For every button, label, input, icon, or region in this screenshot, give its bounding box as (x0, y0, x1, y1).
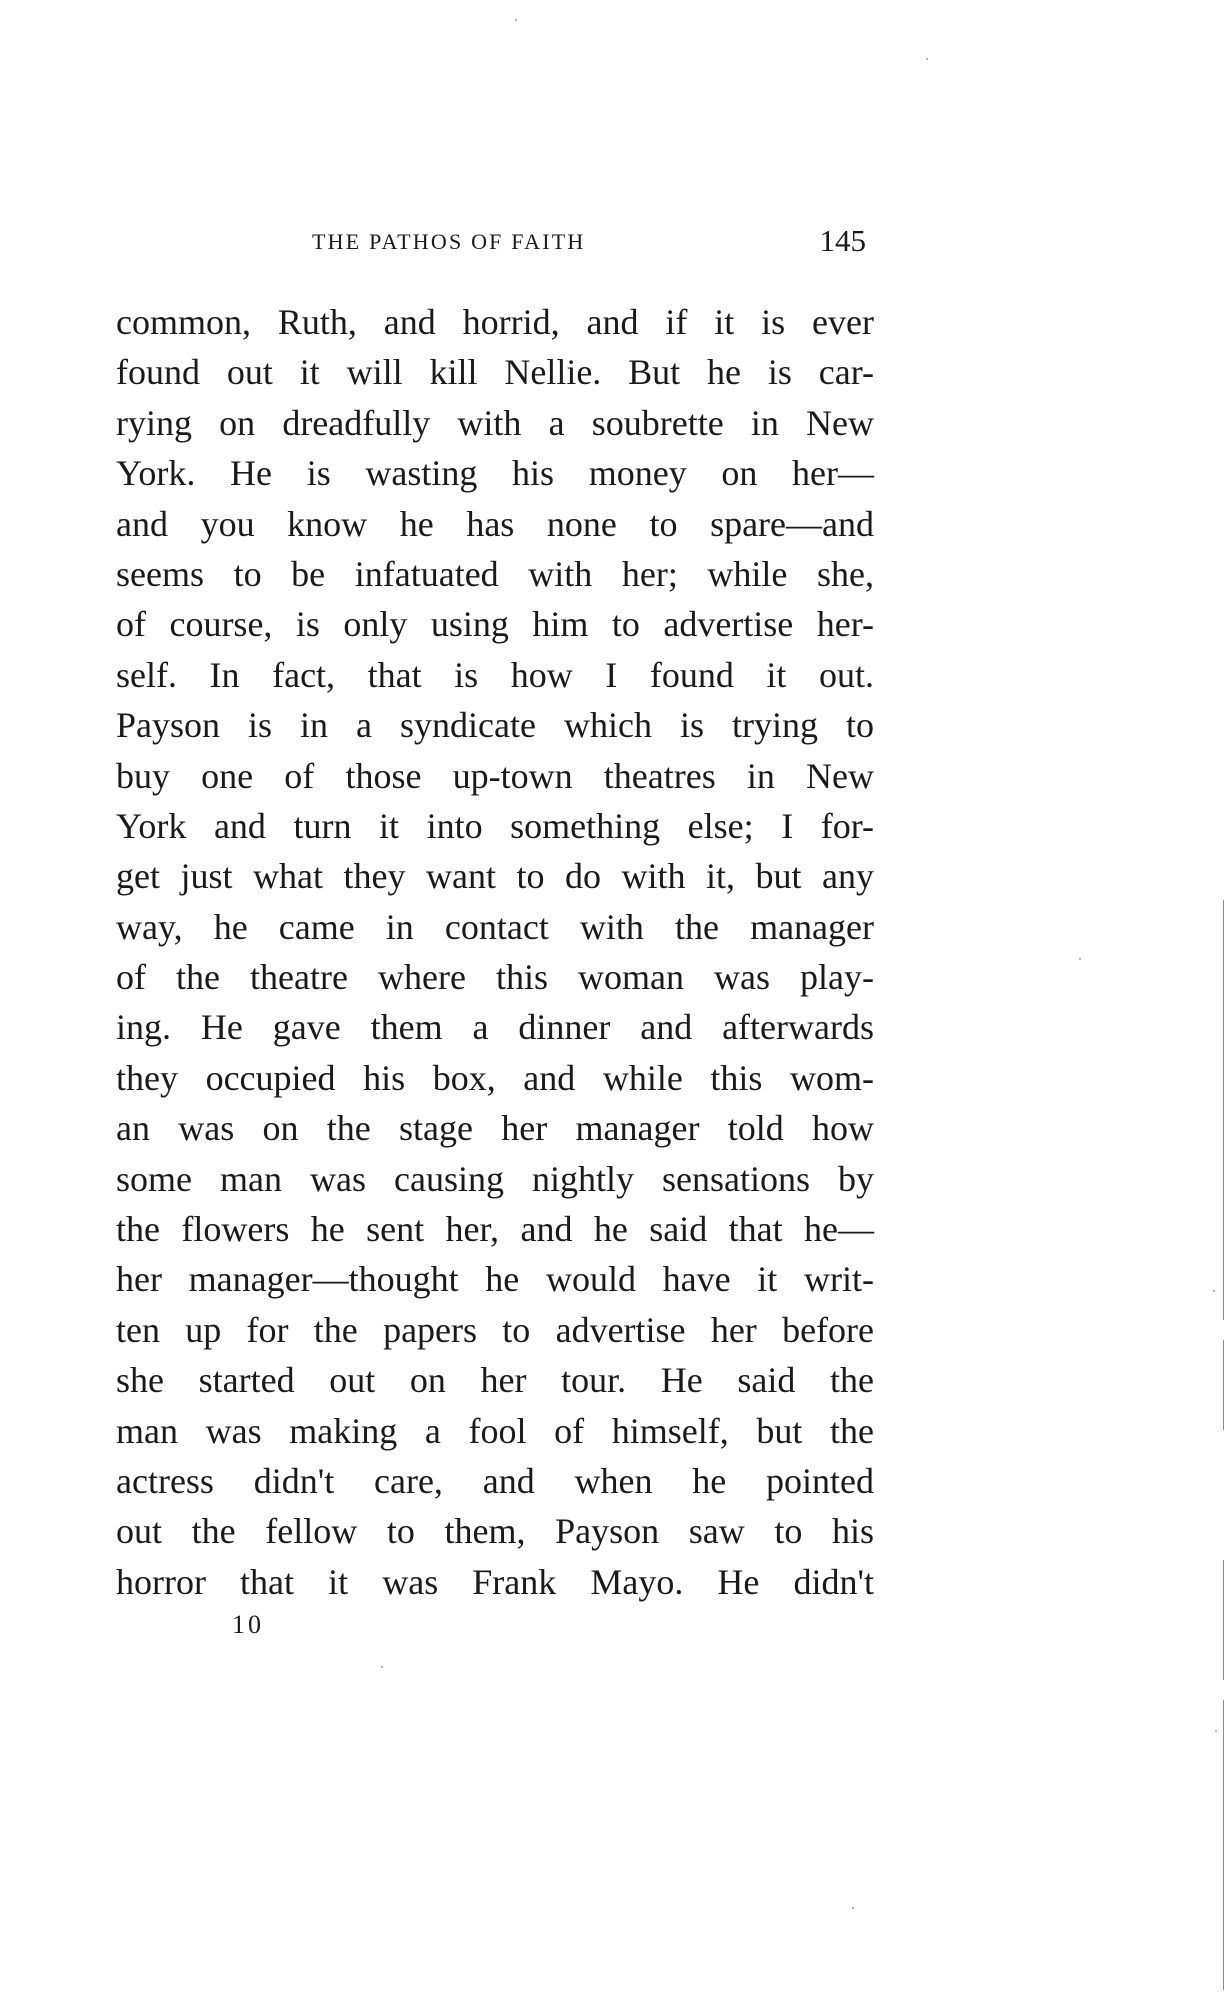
text-line: of course, is only using him to advertise her- (116, 604, 874, 645)
text-line: horror that it was Frank Mayo. He didn't (116, 1561, 874, 1602)
scan-edge-line (1223, 900, 1224, 1320)
text-line: actress didn't care, and when he pointed (116, 1460, 874, 1501)
running-head (312, 223, 866, 263)
text-line: York. He is wasting his money on her— (116, 453, 874, 494)
scan-speck (852, 1907, 854, 1909)
text-line: way, he came in contact with the manager (116, 906, 874, 947)
text-line: some man was causing nightly sensations by (116, 1158, 874, 1199)
scan-speck (515, 19, 517, 21)
text-line: man was making a fool of himself, but the (116, 1410, 874, 1451)
text-line: of the theatre where this woman was play- (116, 957, 874, 998)
text-line: she started out on her tour. He said the (116, 1360, 874, 1401)
text-line: the flowers he sent her, and he said that he— (116, 1209, 874, 1250)
text-line: self. In fact, that is how I found it out. (116, 654, 874, 695)
text-line: and you know he has none to spare—and (116, 503, 874, 544)
text-line: buy one of those up-town theatres in New (116, 755, 874, 796)
scan-speck (1215, 1730, 1217, 1732)
scan-edge-line (1223, 1700, 1224, 1990)
text-line: rying on dreadfully with a soubrette in New (116, 402, 874, 443)
signature-mark: 10 (232, 1610, 264, 1639)
text-line: they occupied his box, and while this wom- (116, 1057, 874, 1098)
text-line: an was on the stage her manager told how (116, 1108, 874, 1149)
scan-speck (926, 58, 928, 60)
page-number: 145 (819, 223, 866, 258)
text-line: her manager—thought he would have it writ- (116, 1259, 874, 1300)
text-line: York and turn it into something else; I for- (116, 805, 874, 846)
text-line: common, Ruth, and horrid, and if it is ever (116, 302, 874, 342)
scan-speck (381, 1666, 383, 1668)
running-title: THE PATHOS OF FAITH (312, 229, 586, 254)
text-line: Payson is in a syndicate which is trying to (116, 705, 874, 746)
text-line: out the fellow to them, Payson saw to his (116, 1511, 874, 1552)
body-text (116, 297, 874, 1607)
scan-speck (1213, 1290, 1215, 1292)
text-line: seems to be infatuated with her; while she, (116, 553, 874, 594)
text-line: get just what they want to do with it, but any (116, 856, 874, 897)
text-line: found out it will kill Nellie. But he is car- (116, 352, 874, 393)
scan-edge-line (1223, 1560, 1224, 1680)
scan-speck (1079, 958, 1081, 960)
scan-edge-line (1223, 1340, 1224, 1430)
text-line: ten up for the papers to advertise her before (116, 1309, 874, 1350)
text-line: ing. He gave them a dinner and afterwards (116, 1007, 874, 1048)
